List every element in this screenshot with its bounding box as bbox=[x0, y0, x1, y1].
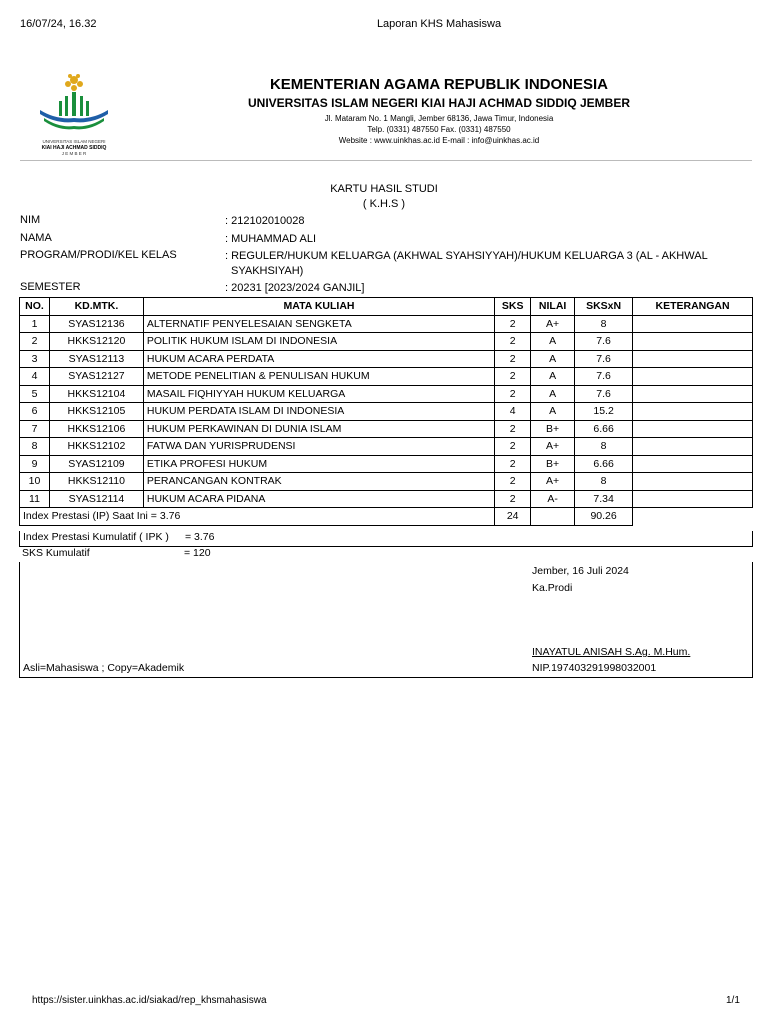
table-row bbox=[20, 385, 753, 403]
ip-row bbox=[20, 508, 753, 526]
table-cell bbox=[633, 420, 753, 438]
address: Jl. Mataram No. 1 Mangli, Jember 68136, Jawa Timur, Indonesia bbox=[324, 114, 554, 123]
table-cell: SYAS12136 bbox=[49, 315, 143, 333]
table-row bbox=[20, 490, 753, 508]
table-cell: 2 bbox=[495, 315, 531, 333]
name-row bbox=[20, 232, 752, 246]
phone: Telp. (0331) 487550 Fax. (0331) 487550 bbox=[367, 125, 511, 134]
table-cell bbox=[633, 490, 753, 508]
table-row bbox=[20, 333, 753, 351]
table-cell: HUKUM ACARA PERDATA bbox=[143, 350, 494, 368]
signature-nip: NIP.197403291998032001 bbox=[532, 662, 657, 674]
table-row bbox=[20, 438, 753, 456]
university-name: UNIVERSITAS ISLAM NEGERI KIAI HAJI ACHMAD SIDDIQ JEMBER bbox=[247, 96, 631, 110]
table-cell: 6.66 bbox=[575, 455, 633, 473]
table-cell: 8 bbox=[575, 438, 633, 456]
table-cell: SYAS12113 bbox=[49, 350, 143, 368]
ip-label: Index Prestasi (IP) Saat Ini = 3.76 bbox=[20, 508, 495, 526]
program-row bbox=[20, 249, 752, 279]
grades-table bbox=[19, 297, 753, 526]
semester-label: SEMESTER bbox=[20, 281, 81, 293]
table-cell: 2 bbox=[495, 438, 531, 456]
table-cell: PERANCANGAN KONTRAK bbox=[143, 473, 494, 491]
table-cell: 8 bbox=[575, 315, 633, 333]
table-cell bbox=[633, 333, 753, 351]
header-nilai: NILAI bbox=[531, 298, 575, 316]
signature-box bbox=[19, 562, 753, 678]
table-cell bbox=[633, 403, 753, 421]
table-row bbox=[20, 473, 753, 491]
nim-label: NIM bbox=[20, 214, 41, 226]
table-cell: HUKUM PERDATA ISLAM DI INDONESIA bbox=[143, 403, 494, 421]
document-title bbox=[0, 182, 768, 212]
university-contact bbox=[200, 113, 678, 146]
table-cell: 2 bbox=[495, 490, 531, 508]
table-row bbox=[20, 403, 753, 421]
table-cell: HKKS12105 bbox=[49, 403, 143, 421]
website: Website : www.uinkhas.ac.id E-mail : info@uinkhas.ac.id bbox=[338, 136, 540, 145]
ipk-row bbox=[19, 531, 753, 547]
table-cell bbox=[633, 315, 753, 333]
table-cell: 4 bbox=[495, 403, 531, 421]
copy-note: Asli=Mahasiswa ; Copy=Akademik bbox=[23, 662, 185, 674]
header-sksxn: SKSxN bbox=[575, 298, 633, 316]
table-cell: A bbox=[531, 403, 575, 421]
table-cell: 3 bbox=[20, 350, 50, 368]
document-title-text: KARTU HASIL STUDI bbox=[330, 183, 438, 195]
table-cell: 2 bbox=[495, 350, 531, 368]
table-cell: A bbox=[531, 385, 575, 403]
header-kdmtk: KD.MTK. bbox=[49, 298, 143, 316]
table-cell: A bbox=[531, 368, 575, 386]
sks-kumulatif-row bbox=[19, 547, 753, 562]
table-cell: HKKS12120 bbox=[49, 333, 143, 351]
table-cell: 7 bbox=[20, 420, 50, 438]
sks-kumulatif-value: = 120 bbox=[184, 547, 211, 559]
table-cell: A bbox=[531, 333, 575, 351]
table-row bbox=[20, 350, 753, 368]
table-cell: 9 bbox=[20, 455, 50, 473]
table-cell: 4 bbox=[20, 368, 50, 386]
table-cell: HKKS12110 bbox=[49, 473, 143, 491]
table-cell bbox=[633, 385, 753, 403]
print-page-number: 1/1 bbox=[726, 995, 740, 1006]
table-cell: 2 bbox=[495, 333, 531, 351]
table-cell: HKKS12106 bbox=[49, 420, 143, 438]
table-cell bbox=[633, 438, 753, 456]
table-cell: SYAS12127 bbox=[49, 368, 143, 386]
table-cell: A- bbox=[531, 490, 575, 508]
table-cell: 7.6 bbox=[575, 368, 633, 386]
table-cell: B+ bbox=[531, 420, 575, 438]
signature-position: Ka.Prodi bbox=[532, 582, 573, 594]
ipk-label: Index Prestasi Kumulatif ( IPK ) bbox=[23, 531, 169, 543]
table-cell: SYAS12109 bbox=[49, 455, 143, 473]
header-keterangan: KETERANGAN bbox=[633, 298, 753, 316]
header-mata-kuliah: MATA KULIAH bbox=[143, 298, 494, 316]
print-page-title: Laporan KHS Mahasiswa bbox=[376, 18, 502, 30]
table-cell: HUKUM ACARA PIDANA bbox=[143, 490, 494, 508]
table-cell: A+ bbox=[531, 438, 575, 456]
table-row bbox=[20, 420, 753, 438]
table-cell: SYAS12114 bbox=[49, 490, 143, 508]
semester-row bbox=[20, 281, 752, 295]
table-cell bbox=[633, 473, 753, 491]
table-cell: 10 bbox=[20, 473, 50, 491]
name-value: : MUHAMMAD ALI bbox=[225, 233, 317, 245]
header-no: NO. bbox=[20, 298, 50, 316]
table-cell: 11 bbox=[20, 490, 50, 508]
table-cell: 8 bbox=[575, 473, 633, 491]
table-cell: 7.6 bbox=[575, 333, 633, 351]
university-logo bbox=[34, 72, 114, 156]
table-cell: A+ bbox=[531, 315, 575, 333]
ipk-value: = 3.76 bbox=[185, 531, 215, 543]
table-cell: 2 bbox=[495, 455, 531, 473]
table-row bbox=[20, 315, 753, 333]
table-cell: 15.2 bbox=[575, 403, 633, 421]
table-cell: HUKUM PERKAWINAN DI DUNIA ISLAM bbox=[143, 420, 494, 438]
table-cell: 2 bbox=[495, 473, 531, 491]
table-cell: ALTERNATIF PENYELESAIAN SENGKETA bbox=[143, 315, 494, 333]
header-divider bbox=[20, 160, 752, 161]
total-sks: 24 bbox=[495, 508, 531, 526]
table-cell: 8 bbox=[20, 438, 50, 456]
table-cell: 6 bbox=[20, 403, 50, 421]
table-cell: 7.6 bbox=[575, 350, 633, 368]
table-cell: FATWA DAN YURISPRUDENSI bbox=[143, 438, 494, 456]
table-row bbox=[20, 455, 753, 473]
table-cell: A bbox=[531, 350, 575, 368]
table-cell: 6.66 bbox=[575, 420, 633, 438]
logo-emblem-icon bbox=[34, 72, 114, 134]
table-cell: POLITIK HUKUM ISLAM DI INDONESIA bbox=[143, 333, 494, 351]
table-cell: 2 bbox=[495, 420, 531, 438]
table-header-row bbox=[20, 298, 753, 316]
semester-value: : 20231 [2023/2024 GANJIL] bbox=[225, 282, 365, 294]
nim-value: : 212102010028 bbox=[225, 215, 305, 227]
table-cell: 5 bbox=[20, 385, 50, 403]
print-url: https://sister.uinkhas.ac.id/siakad/rep_khsmahasiswa bbox=[32, 995, 267, 1006]
sks-kumulatif-label: SKS Kumulatif bbox=[22, 547, 90, 559]
table-cell bbox=[633, 455, 753, 473]
table-cell: HKKS12102 bbox=[49, 438, 143, 456]
table-cell: B+ bbox=[531, 455, 575, 473]
header-sks: SKS bbox=[495, 298, 531, 316]
table-cell: A+ bbox=[531, 473, 575, 491]
total-sksxn: 90.26 bbox=[575, 508, 633, 526]
table-cell bbox=[633, 368, 753, 386]
document-subtitle: ( K.H.S ) bbox=[362, 198, 406, 210]
table-cell: METODE PENELITIAN & PENULISAN HUKUM bbox=[143, 368, 494, 386]
table-cell: MASAIL FIQHIYYAH HUKUM KELUARGA bbox=[143, 385, 494, 403]
signature-place-date: Jember, 16 Juli 2024 bbox=[532, 565, 629, 577]
table-cell: 1 bbox=[20, 315, 50, 333]
table-cell: ETIKA PROFESI HUKUM bbox=[143, 455, 494, 473]
table-cell: 2 bbox=[495, 368, 531, 386]
table-cell bbox=[633, 350, 753, 368]
ministry-name: KEMENTERIAN AGAMA REPUBLIK INDONESIA bbox=[269, 76, 609, 93]
table-cell: 2 bbox=[20, 333, 50, 351]
logo-text: UNIVERSITAS ISLAM NEGERI KIAI HAJI ACHMAD SIDDIQ J E M B E R bbox=[41, 139, 107, 156]
program-value: : REGULER/HUKUM KELUARGA (AKHWAL SYAHSIYYAH)/HUKUM KELUARGA 3 (AL - AKHWAL SYAKHSIYAH) bbox=[225, 250, 708, 277]
print-datetime: 16/07/24, 16.32 bbox=[20, 18, 97, 30]
total-nilai-empty bbox=[531, 508, 575, 526]
signature-name: INAYATUL ANISAH S.Ag. M.Hum. bbox=[532, 646, 691, 658]
table-cell: 7.6 bbox=[575, 385, 633, 403]
name-label: NAMA bbox=[20, 232, 52, 244]
table-cell: HKKS12104 bbox=[49, 385, 143, 403]
nim-row bbox=[20, 214, 752, 228]
program-label: PROGRAM/PRODI/KEL KELAS bbox=[20, 249, 177, 261]
table-row bbox=[20, 368, 753, 386]
table-cell: 7.34 bbox=[575, 490, 633, 508]
table-cell: 2 bbox=[495, 385, 531, 403]
